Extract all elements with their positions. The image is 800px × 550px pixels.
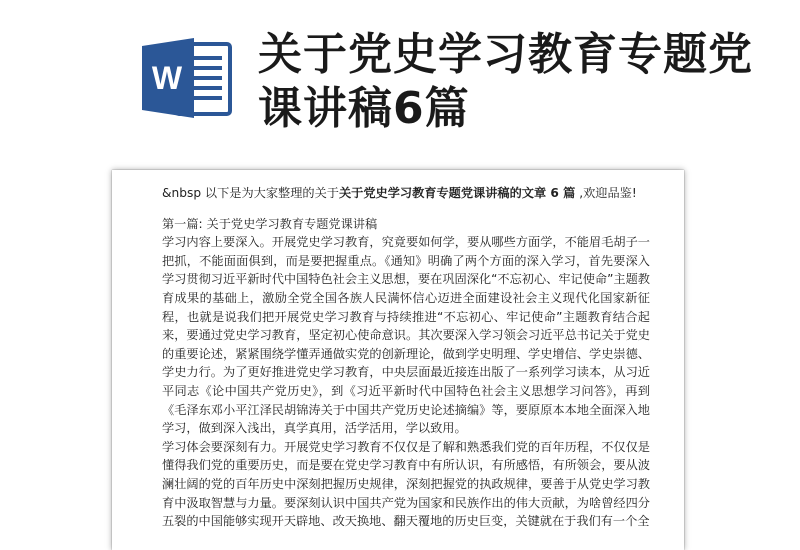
document-page bbox=[112, 170, 684, 550]
paragraph: 学习体会要深刻有力。开展党史学习教育不仅仅是了解和熟悉我们党的百年历程，不仅仅是懂得我们党的重要历史，而是要在党史学习教育中有所认识，有所感悟，有所领会，要从波澜壮阔的党的百年历史中深刻把握历史规律，深刻把握党的执政规律，要善于从党史学习教育中汲取智慧与力量。要深刻认识中国共产党为国家和民族作出的伟大贡献，为啥曾经四分五裂的中国能够实现开天辟地、改天换地、翻天覆地的历史巨变，关键就在于我们有一个全 bbox=[162, 439, 650, 529]
word-icon-letter: W bbox=[151, 60, 183, 96]
intro-line bbox=[162, 184, 650, 203]
document-body bbox=[162, 184, 650, 531]
page-title: 关于党史学习教育专题党课讲稿6篇 bbox=[258, 29, 753, 134]
paragraph: 学习内容上要深入。开展党史学习教育，究竟要如何学，要从哪些方面学，不能眉毛胡子一把抓，不能面面俱到，而是要把握重点。《通知》明确了两个方面的深入学习，首先要深入学习贯彻习近平新时代中国特色社会主义思想，要在巩固深化“不忘初心、牢记使命”主题教育成果的基础上，激励全党全国各族人民满怀信心迈进全面建设社会主义现代化国家新征程，也就是说我们把开展党史学习教育与持续推进“不忘初心、牢记使命”主题教育结合起来，要通过党史学习教育，坚定初心使命意识。其次要深入学习领会习近平总书记关于党史的重要论述，紧紧围绕学懂弄通做实党的创新理论，做到学史明理、学史增信、学史崇德、学史力行。为了更好推进党史学习教育，中央层面最近接连出版了一系列学习读本，从习近平同志《论中国共产党历史》，到《习近平新时代中国特色社会主义思想学习问答》，再到《毛泽东邓小平江泽民胡锦涛关于中国共产党历史论述摘编》等，要原原本本地全面深入地学习，做到深入浅出，真学真用，活学活用，学以致用。 bbox=[162, 235, 650, 436]
word-document-icon bbox=[138, 34, 234, 122]
intro-suffix: ,欢迎品鉴! bbox=[575, 186, 637, 200]
header bbox=[0, 0, 800, 160]
intro-prefix: &nbsp 以下是为大家整理的关于 bbox=[162, 186, 339, 200]
intro-bold-title: 关于党史学习教育专题党课讲稿的文章 6 篇 bbox=[339, 186, 576, 200]
section-heading: 第一篇: 关于党史学习教育专题党课讲稿 bbox=[162, 216, 378, 231]
